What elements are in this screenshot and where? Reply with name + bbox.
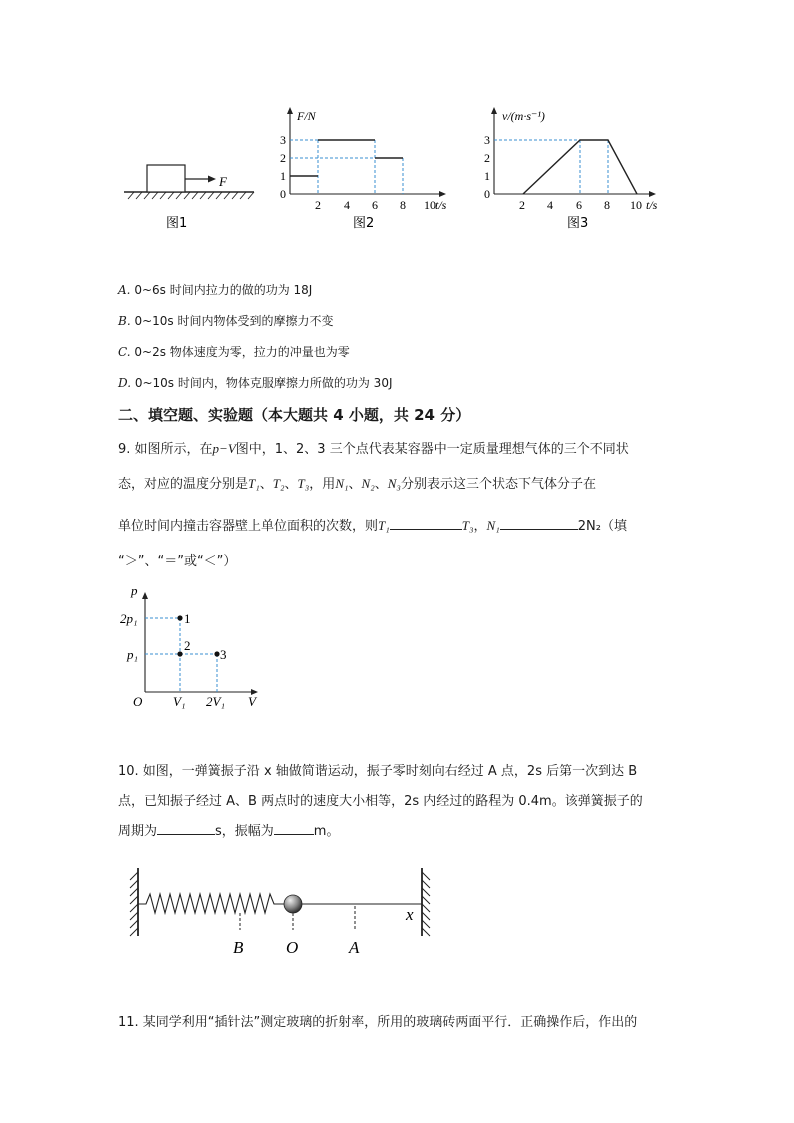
q10-text: m。: [313, 824, 340, 839]
answer-blank-t[interactable]: [390, 517, 462, 530]
option-letter: D.: [118, 376, 132, 390]
pv-symbol: p−V: [212, 441, 236, 456]
option-letter: B.: [118, 314, 131, 328]
fig2-caption: 图2: [353, 216, 375, 231]
option-letter: C.: [118, 345, 131, 359]
p-axis-label: p: [131, 583, 138, 598]
pv-graph: [0, 580, 794, 710]
fig3-x-tick: 8: [604, 198, 610, 212]
fig3-x-tick: 6: [576, 198, 582, 212]
option-c: [118, 344, 350, 360]
fig2-x-ticks: [315, 198, 436, 212]
point-a-label: A: [349, 938, 360, 957]
option-text: 0~2s 物体速度为零，拉力的冲量也为零: [134, 345, 350, 359]
figure-2: [280, 107, 447, 231]
q9-text: 态，对应的温度分别是: [118, 477, 249, 492]
q9-text: 分别表示这三个状态下气体分子在: [400, 477, 596, 492]
option-text: 0~10s 时间内，物体克服摩擦力所做的功为 30J: [134, 376, 393, 390]
fig3-y-label: v/(m·s⁻¹): [502, 109, 545, 123]
q10-line-2: 点，已知振子经过 A、B 两点时的速度大小相等，2s 内经过的路程为 0.4m。该弹簧振子的: [118, 794, 643, 809]
state-point-3: [214, 651, 219, 656]
point-label-1: 1: [184, 611, 191, 626]
t3-symbol: T₃: [297, 476, 310, 491]
y-tick-p1: p₁: [127, 647, 139, 662]
x-tick-2v1: 2V₁: [206, 694, 225, 709]
answer-blank-amplitude[interactable]: [274, 822, 314, 835]
x-tick-v1: V₁: [173, 694, 186, 709]
fig3-x-label: t/s: [646, 198, 658, 212]
q9-line-4: “＞”、“＝”或“＜”）: [118, 554, 237, 569]
force-label: F: [219, 174, 227, 189]
top-figures: [0, 100, 794, 240]
fig3-caption: 图3: [567, 216, 589, 231]
q9-line-3: [118, 515, 627, 534]
option-d: [118, 375, 393, 391]
state-point-1: [177, 615, 182, 620]
state-point-2: [177, 651, 182, 656]
separator: 、: [284, 477, 298, 492]
point-label-2: 2: [184, 638, 191, 653]
point-label-3: 3: [220, 647, 227, 662]
origin-label: O: [133, 694, 143, 709]
separator: 、: [348, 477, 362, 492]
left-wall: [130, 868, 138, 936]
option-text: 0~6s 时间内拉力的做的功为 18J: [134, 283, 313, 297]
fig2-x-label: t/s: [435, 198, 447, 212]
fig2-x-tick: 4: [344, 198, 350, 212]
fig1-caption: 图1: [166, 216, 188, 231]
fig3-x-tick: 2: [519, 198, 525, 212]
fig2-y-tick: 1: [280, 169, 286, 183]
fig2-x-tick: 10: [424, 198, 436, 212]
spring: [138, 894, 284, 913]
t3-symbol: T₃: [461, 518, 474, 533]
block: [147, 165, 185, 192]
q10-text: 周期为: [118, 824, 158, 839]
x-label: x: [406, 905, 414, 924]
option-text: 0~10s 时间内物体受到的摩擦力不变: [134, 314, 334, 328]
section-heading: 二、填空题、实验题（本大题共 4 小题，共 24 分）: [118, 406, 471, 424]
option-b: [118, 313, 334, 329]
option-a: [118, 282, 312, 298]
n2-symbol: N₂: [361, 476, 375, 491]
rhs-2n2: 2N₂: [577, 519, 601, 534]
fig2-y-tick: 3: [280, 133, 286, 147]
q9-line-2: [118, 473, 596, 492]
q10-text: s，振幅为: [215, 824, 274, 839]
n1-symbol: N₁: [486, 518, 500, 533]
fig2-x-tick: 2: [315, 198, 321, 212]
fig3-y-ticks: [484, 133, 490, 201]
fig3-x-tick: 4: [547, 198, 553, 212]
option-letter: A.: [118, 283, 131, 297]
y-tick-2p1: 2p₁: [120, 611, 138, 626]
q10-line-3: [118, 820, 339, 839]
oscillator-ball: [284, 895, 302, 913]
fig2-x-tick: 6: [372, 198, 378, 212]
answer-blank-n[interactable]: [500, 517, 578, 530]
separator: 、: [374, 477, 388, 492]
q11-line-1: 11. 某同学利用“插针法”测定玻璃的折射率，所用的玻璃砖两面平行．正确操作后，作出的: [118, 1015, 638, 1030]
q9-line-1: [118, 438, 629, 457]
fig3-y-tick: 3: [484, 133, 490, 147]
fig2-y-tick: 2: [280, 151, 286, 165]
point-b-label: B: [233, 938, 244, 957]
q9-text: 9. 如图所示，在: [118, 442, 213, 457]
q10-line-1: 10. 如图，一弹簧振子沿 x 轴做简谐运动，振子零时刻向右经过 A 点，2s 后第一次到达 B: [118, 764, 638, 779]
t2-symbol: T₂: [272, 476, 285, 491]
figure-1: [124, 165, 254, 231]
fig3-x-ticks: [519, 198, 642, 212]
separator: 、: [259, 477, 273, 492]
n3-symbol: N₃: [387, 476, 401, 491]
t1-symbol: T₁: [378, 518, 390, 533]
q9-text: 图中，1、2、3 三个点代表某容器中一定质量理想气体的三个不同状: [235, 442, 629, 457]
fig3-y-tick: 0: [484, 187, 490, 201]
fig2-x-tick: 8: [400, 198, 406, 212]
fig3-y-tick: 1: [484, 169, 490, 183]
t1-symbol: T₁: [248, 476, 260, 491]
q9-text: （填: [600, 519, 627, 534]
point-o-label: O: [286, 938, 299, 957]
right-wall: [422, 868, 430, 936]
fig3-y-tick: 2: [484, 151, 490, 165]
fig2-y-ticks: [280, 133, 286, 201]
spring-oscillator-figure: [0, 860, 794, 960]
fig3-x-tick: 10: [630, 198, 642, 212]
q9-text: 单位时间内撞击容器壁上单位面积的次数，则: [118, 519, 379, 534]
comma: ，: [473, 519, 487, 534]
fig2-y-label: F/N: [297, 109, 316, 123]
q9-text: ，用: [309, 477, 336, 492]
n1-symbol: N₁: [335, 476, 349, 491]
v-axis-label: V: [248, 694, 256, 709]
figure-3: [484, 107, 658, 231]
answer-blank-period[interactable]: [157, 822, 215, 835]
fig2-y-tick: 0: [280, 187, 286, 201]
